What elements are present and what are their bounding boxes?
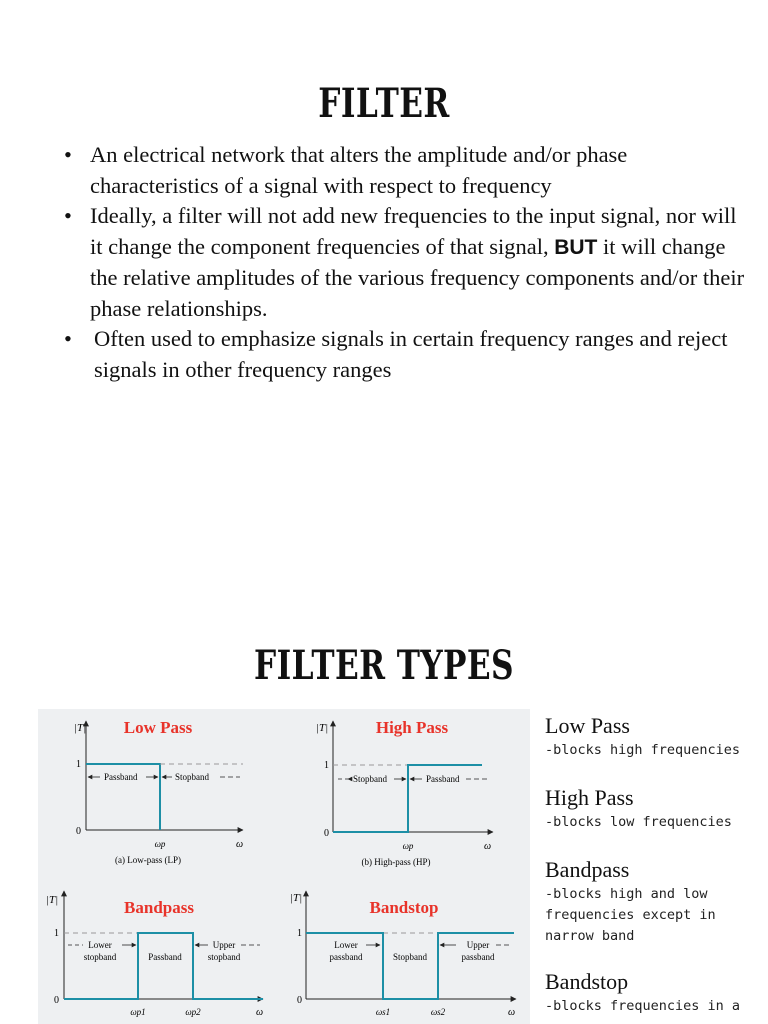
legend-item: [545, 784, 732, 833]
axis-label: |T|: [46, 894, 59, 906]
freq-mark: ωp: [154, 839, 166, 849]
region-label: stopband: [83, 952, 117, 962]
axis-label: ω: [256, 1007, 264, 1018]
region-label: Passband: [426, 774, 460, 784]
tick-label: 1: [297, 928, 302, 939]
legend-name: Low Pass: [545, 713, 630, 738]
freq-mark: ωp1: [130, 1007, 146, 1017]
legend-name: High Pass: [545, 785, 634, 810]
region-label: Stopband: [353, 774, 388, 784]
region-label: Upper: [466, 940, 490, 950]
freq-mark: ωp: [402, 841, 414, 851]
legend-desc: -blocks high and low frequencies except in narrow band: [545, 886, 716, 944]
region-label: Passband: [148, 952, 182, 962]
region-label: Lower: [334, 940, 358, 950]
bullet-text: it will change the relative amplitudes of the various frequency components and/or their phase relationships.: [90, 233, 745, 321]
plot-heading: Bandpass: [124, 898, 194, 917]
filter-types-figure: [38, 709, 530, 1024]
tick-label: 0: [297, 995, 302, 1006]
plot-caption: (b) High-pass (HP): [361, 857, 431, 867]
bullet-list: [62, 140, 752, 385]
highpass-plot: [316, 718, 493, 867]
bullet-item: [62, 324, 752, 385]
region-label: Upper: [212, 940, 236, 950]
tick-label: 0: [54, 995, 59, 1006]
filter-diagram: [38, 709, 530, 1024]
legend-item: [545, 712, 740, 761]
legend-desc: -blocks high frequencies: [545, 742, 741, 758]
axis-label: |T|: [74, 722, 87, 734]
plot-caption: (a) Low-pass (LP): [115, 855, 181, 865]
bandstop-plot: [290, 891, 516, 1018]
bandpass-plot: [46, 891, 263, 1018]
slide-title: FILTER: [318, 80, 450, 127]
bullet-emphasis: BUT: [554, 235, 598, 259]
region-label: stopband: [207, 952, 241, 962]
bullet-item: [62, 140, 752, 201]
axis-label: |T|: [290, 892, 303, 904]
region-label: Lower: [88, 940, 112, 950]
bullet-text: Often used to emphasize signals in certain frequency ranges and reject signals in other frequency ranges: [94, 326, 728, 382]
tick-label: 0: [324, 828, 329, 839]
plot-heading: Bandstop: [369, 898, 439, 917]
slide-title: FILTER TYPES: [254, 642, 514, 689]
legend-desc: -blocks low frequencies: [545, 814, 732, 830]
tick-label: 0: [76, 826, 81, 837]
bullet-item: [62, 201, 752, 324]
plot-heading: High Pass: [375, 718, 449, 737]
region-label: Stopband: [392, 952, 428, 962]
freq-mark: ωs1: [375, 1007, 391, 1017]
region-label: passband: [329, 952, 363, 962]
bullet-text: Ideally, a filter will not add new frequencies to the input signal, nor will it change the component frequencies of that signal,: [90, 203, 737, 259]
axis-label: ω: [508, 1007, 516, 1018]
legend-name: Bandstop: [545, 969, 629, 994]
tick-label: 1: [54, 928, 59, 939]
legend-item: [545, 968, 740, 1017]
axis-label: |T|: [316, 722, 329, 734]
plot-heading: Low Pass: [123, 718, 193, 737]
axis-label: ω: [484, 841, 492, 852]
bullet-text: An electrical network that alters the amplitude and/or phase characteristics of a signal with respect to frequency: [90, 142, 628, 198]
tick-label: 1: [324, 760, 329, 771]
region-label: Passband: [104, 772, 138, 782]
region-label: Stopband: [175, 772, 210, 782]
lowpass-plot: [74, 718, 243, 865]
legend-item: [545, 856, 735, 947]
region-label: passband: [461, 952, 495, 962]
freq-mark: ωs2: [430, 1007, 446, 1017]
freq-mark: ωp2: [185, 1007, 201, 1017]
legend-desc: -blocks frequencies in a: [545, 998, 741, 1014]
tick-label: 1: [76, 759, 81, 770]
axis-label: ω: [236, 839, 244, 850]
legend-name: Bandpass: [545, 857, 630, 882]
